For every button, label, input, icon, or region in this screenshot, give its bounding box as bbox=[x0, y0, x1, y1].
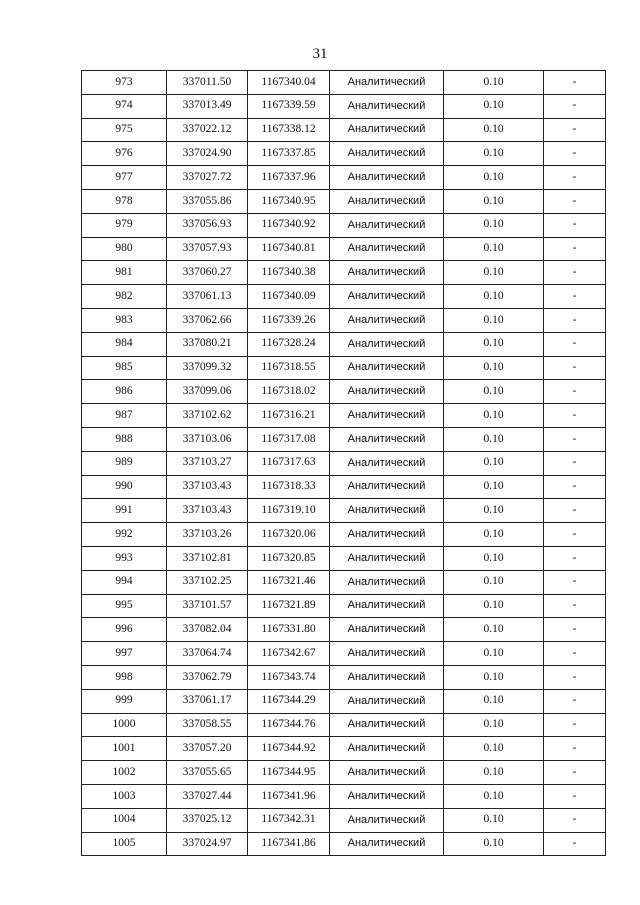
precision-cell: 0.10 bbox=[444, 118, 544, 142]
point-number-cell: 990 bbox=[82, 475, 167, 499]
y-coordinate-cell: 1167343.74 bbox=[248, 665, 330, 689]
x-coordinate-cell: 337062.66 bbox=[167, 308, 248, 332]
note-cell: - bbox=[544, 118, 606, 142]
note-cell: - bbox=[544, 832, 606, 856]
table-row bbox=[82, 285, 606, 309]
table-row bbox=[82, 642, 606, 666]
y-coordinate-cell: 1167340.95 bbox=[248, 189, 330, 213]
point-number-cell: 999 bbox=[82, 689, 167, 713]
note-cell: - bbox=[544, 356, 606, 380]
table-row bbox=[82, 166, 606, 190]
point-number-cell: 975 bbox=[82, 118, 167, 142]
table-row bbox=[82, 427, 606, 451]
precision-cell: 0.10 bbox=[444, 166, 544, 190]
method-cell: Аналитический bbox=[330, 356, 444, 380]
x-coordinate-cell: 337099.06 bbox=[167, 380, 248, 404]
note-cell: - bbox=[544, 332, 606, 356]
y-coordinate-cell: 1167318.33 bbox=[248, 475, 330, 499]
note-cell: - bbox=[544, 784, 606, 808]
table-row bbox=[82, 189, 606, 213]
method-cell: Аналитический bbox=[330, 213, 444, 237]
x-coordinate-cell: 337057.20 bbox=[167, 737, 248, 761]
method-cell: Аналитический bbox=[330, 142, 444, 166]
point-number-cell: 997 bbox=[82, 642, 167, 666]
table-row bbox=[82, 237, 606, 261]
note-cell: - bbox=[544, 475, 606, 499]
y-coordinate-cell: 1167321.89 bbox=[248, 594, 330, 618]
y-coordinate-cell: 1167337.96 bbox=[248, 166, 330, 190]
y-coordinate-cell: 1167317.08 bbox=[248, 427, 330, 451]
y-coordinate-cell: 1167344.76 bbox=[248, 713, 330, 737]
y-coordinate-cell: 1167331.80 bbox=[248, 618, 330, 642]
table-row bbox=[82, 713, 606, 737]
precision-cell: 0.10 bbox=[444, 404, 544, 428]
precision-cell: 0.10 bbox=[444, 737, 544, 761]
table-row bbox=[82, 308, 606, 332]
method-cell: Аналитический bbox=[330, 642, 444, 666]
note-cell: - bbox=[544, 237, 606, 261]
method-cell: Аналитический bbox=[330, 689, 444, 713]
x-coordinate-cell: 337025.12 bbox=[167, 808, 248, 832]
x-coordinate-cell: 337102.62 bbox=[167, 404, 248, 428]
note-cell: - bbox=[544, 213, 606, 237]
table-row bbox=[82, 332, 606, 356]
point-number-cell: 977 bbox=[82, 166, 167, 190]
table-row bbox=[82, 546, 606, 570]
x-coordinate-cell: 337024.97 bbox=[167, 832, 248, 856]
precision-cell: 0.10 bbox=[444, 570, 544, 594]
y-coordinate-cell: 1167317.63 bbox=[248, 451, 330, 475]
method-cell: Аналитический bbox=[330, 285, 444, 309]
x-coordinate-cell: 337103.43 bbox=[167, 475, 248, 499]
note-cell: - bbox=[544, 546, 606, 570]
table-row bbox=[82, 71, 606, 95]
point-number-cell: 1004 bbox=[82, 808, 167, 832]
point-number-cell: 988 bbox=[82, 427, 167, 451]
table-row bbox=[82, 570, 606, 594]
method-cell: Аналитический bbox=[330, 665, 444, 689]
x-coordinate-cell: 337103.06 bbox=[167, 427, 248, 451]
precision-cell: 0.10 bbox=[444, 285, 544, 309]
note-cell: - bbox=[544, 285, 606, 309]
method-cell: Аналитический bbox=[330, 713, 444, 737]
x-coordinate-cell: 337064.74 bbox=[167, 642, 248, 666]
table-row bbox=[82, 523, 606, 547]
method-cell: Аналитический bbox=[330, 332, 444, 356]
note-cell: - bbox=[544, 523, 606, 547]
x-coordinate-cell: 337055.86 bbox=[167, 189, 248, 213]
x-coordinate-cell: 337027.72 bbox=[167, 166, 248, 190]
point-number-cell: 984 bbox=[82, 332, 167, 356]
table-row bbox=[82, 94, 606, 118]
table-row bbox=[82, 737, 606, 761]
table-row bbox=[82, 761, 606, 785]
x-coordinate-cell: 337027.44 bbox=[167, 784, 248, 808]
point-number-cell: 981 bbox=[82, 261, 167, 285]
y-coordinate-cell: 1167337.85 bbox=[248, 142, 330, 166]
table-row bbox=[82, 142, 606, 166]
table-row bbox=[82, 356, 606, 380]
coordinates-table-body bbox=[82, 71, 606, 856]
method-cell: Аналитический bbox=[330, 784, 444, 808]
table-row bbox=[82, 784, 606, 808]
point-number-cell: 991 bbox=[82, 499, 167, 523]
point-number-cell: 1003 bbox=[82, 784, 167, 808]
method-cell: Аналитический bbox=[330, 118, 444, 142]
method-cell: Аналитический bbox=[330, 594, 444, 618]
precision-cell: 0.10 bbox=[444, 71, 544, 95]
precision-cell: 0.10 bbox=[444, 546, 544, 570]
note-cell: - bbox=[544, 380, 606, 404]
point-number-cell: 980 bbox=[82, 237, 167, 261]
method-cell: Аналитический bbox=[330, 94, 444, 118]
x-coordinate-cell: 337103.26 bbox=[167, 523, 248, 547]
point-number-cell: 998 bbox=[82, 665, 167, 689]
method-cell: Аналитический bbox=[330, 261, 444, 285]
precision-cell: 0.10 bbox=[444, 356, 544, 380]
x-coordinate-cell: 337011.50 bbox=[167, 71, 248, 95]
x-coordinate-cell: 337103.27 bbox=[167, 451, 248, 475]
table-row bbox=[82, 404, 606, 428]
note-cell: - bbox=[544, 689, 606, 713]
note-cell: - bbox=[544, 71, 606, 95]
page-number: 31 bbox=[312, 46, 328, 62]
method-cell: Аналитический bbox=[330, 737, 444, 761]
table-row bbox=[82, 689, 606, 713]
point-number-cell: 973 bbox=[82, 71, 167, 95]
y-coordinate-cell: 1167340.38 bbox=[248, 261, 330, 285]
point-number-cell: 989 bbox=[82, 451, 167, 475]
method-cell: Аналитический bbox=[330, 618, 444, 642]
point-number-cell: 983 bbox=[82, 308, 167, 332]
x-coordinate-cell: 337058.55 bbox=[167, 713, 248, 737]
y-coordinate-cell: 1167340.04 bbox=[248, 71, 330, 95]
y-coordinate-cell: 1167341.96 bbox=[248, 784, 330, 808]
x-coordinate-cell: 337080.21 bbox=[167, 332, 248, 356]
note-cell: - bbox=[544, 451, 606, 475]
point-number-cell: 976 bbox=[82, 142, 167, 166]
note-cell: - bbox=[544, 761, 606, 785]
x-coordinate-cell: 337024.90 bbox=[167, 142, 248, 166]
note-cell: - bbox=[544, 737, 606, 761]
method-cell: Аналитический bbox=[330, 761, 444, 785]
precision-cell: 0.10 bbox=[444, 189, 544, 213]
table-row bbox=[82, 499, 606, 523]
point-number-cell: 994 bbox=[82, 570, 167, 594]
y-coordinate-cell: 1167340.92 bbox=[248, 213, 330, 237]
y-coordinate-cell: 1167318.02 bbox=[248, 380, 330, 404]
method-cell: Аналитический bbox=[330, 237, 444, 261]
precision-cell: 0.10 bbox=[444, 642, 544, 666]
x-coordinate-cell: 337061.17 bbox=[167, 689, 248, 713]
coordinates-table bbox=[81, 70, 606, 856]
precision-cell: 0.10 bbox=[444, 237, 544, 261]
note-cell: - bbox=[544, 166, 606, 190]
x-coordinate-cell: 337013.49 bbox=[167, 94, 248, 118]
table-row bbox=[82, 261, 606, 285]
y-coordinate-cell: 1167321.46 bbox=[248, 570, 330, 594]
method-cell: Аналитический bbox=[330, 832, 444, 856]
precision-cell: 0.10 bbox=[444, 142, 544, 166]
note-cell: - bbox=[544, 499, 606, 523]
method-cell: Аналитический bbox=[330, 546, 444, 570]
table-row bbox=[82, 618, 606, 642]
x-coordinate-cell: 337103.43 bbox=[167, 499, 248, 523]
x-coordinate-cell: 337101.57 bbox=[167, 594, 248, 618]
precision-cell: 0.10 bbox=[444, 618, 544, 642]
note-cell: - bbox=[544, 142, 606, 166]
note-cell: - bbox=[544, 94, 606, 118]
precision-cell: 0.10 bbox=[444, 523, 544, 547]
table-row bbox=[82, 594, 606, 618]
y-coordinate-cell: 1167328.24 bbox=[248, 332, 330, 356]
precision-cell: 0.10 bbox=[444, 594, 544, 618]
point-number-cell: 1005 bbox=[82, 832, 167, 856]
method-cell: Аналитический bbox=[330, 427, 444, 451]
precision-cell: 0.10 bbox=[444, 213, 544, 237]
y-coordinate-cell: 1167340.81 bbox=[248, 237, 330, 261]
point-number-cell: 1001 bbox=[82, 737, 167, 761]
note-cell: - bbox=[544, 189, 606, 213]
point-number-cell: 982 bbox=[82, 285, 167, 309]
precision-cell: 0.10 bbox=[444, 808, 544, 832]
x-coordinate-cell: 337102.81 bbox=[167, 546, 248, 570]
note-cell: - bbox=[544, 308, 606, 332]
y-coordinate-cell: 1167319.10 bbox=[248, 499, 330, 523]
y-coordinate-cell: 1167339.59 bbox=[248, 94, 330, 118]
x-coordinate-cell: 337060.27 bbox=[167, 261, 248, 285]
precision-cell: 0.10 bbox=[444, 689, 544, 713]
y-coordinate-cell: 1167340.09 bbox=[248, 285, 330, 309]
x-coordinate-cell: 337062.79 bbox=[167, 665, 248, 689]
method-cell: Аналитический bbox=[330, 404, 444, 428]
method-cell: Аналитический bbox=[330, 166, 444, 190]
point-number-cell: 978 bbox=[82, 189, 167, 213]
precision-cell: 0.10 bbox=[444, 261, 544, 285]
table-row bbox=[82, 475, 606, 499]
point-number-cell: 995 bbox=[82, 594, 167, 618]
method-cell: Аналитический bbox=[330, 808, 444, 832]
method-cell: Аналитический bbox=[330, 380, 444, 404]
y-coordinate-cell: 1167344.95 bbox=[248, 761, 330, 785]
x-coordinate-cell: 337057.93 bbox=[167, 237, 248, 261]
table-row bbox=[82, 832, 606, 856]
point-number-cell: 979 bbox=[82, 213, 167, 237]
note-cell: - bbox=[544, 261, 606, 285]
precision-cell: 0.10 bbox=[444, 308, 544, 332]
y-coordinate-cell: 1167338.12 bbox=[248, 118, 330, 142]
method-cell: Аналитический bbox=[330, 308, 444, 332]
y-coordinate-cell: 1167342.31 bbox=[248, 808, 330, 832]
y-coordinate-cell: 1167341.86 bbox=[248, 832, 330, 856]
precision-cell: 0.10 bbox=[444, 665, 544, 689]
table-row bbox=[82, 380, 606, 404]
y-coordinate-cell: 1167316.21 bbox=[248, 404, 330, 428]
precision-cell: 0.10 bbox=[444, 784, 544, 808]
point-number-cell: 993 bbox=[82, 546, 167, 570]
y-coordinate-cell: 1167320.85 bbox=[248, 546, 330, 570]
point-number-cell: 987 bbox=[82, 404, 167, 428]
point-number-cell: 986 bbox=[82, 380, 167, 404]
table-row bbox=[82, 451, 606, 475]
y-coordinate-cell: 1167342.67 bbox=[248, 642, 330, 666]
method-cell: Аналитический bbox=[330, 523, 444, 547]
y-coordinate-cell: 1167318.55 bbox=[248, 356, 330, 380]
note-cell: - bbox=[544, 570, 606, 594]
x-coordinate-cell: 337022.12 bbox=[167, 118, 248, 142]
precision-cell: 0.10 bbox=[444, 761, 544, 785]
table-row bbox=[82, 213, 606, 237]
precision-cell: 0.10 bbox=[444, 713, 544, 737]
method-cell: Аналитический bbox=[330, 71, 444, 95]
note-cell: - bbox=[544, 618, 606, 642]
x-coordinate-cell: 337099.32 bbox=[167, 356, 248, 380]
precision-cell: 0.10 bbox=[444, 380, 544, 404]
y-coordinate-cell: 1167339.26 bbox=[248, 308, 330, 332]
precision-cell: 0.10 bbox=[444, 427, 544, 451]
precision-cell: 0.10 bbox=[444, 332, 544, 356]
method-cell: Аналитический bbox=[330, 499, 444, 523]
note-cell: - bbox=[544, 665, 606, 689]
point-number-cell: 996 bbox=[82, 618, 167, 642]
x-coordinate-cell: 337055.65 bbox=[167, 761, 248, 785]
x-coordinate-cell: 337102.25 bbox=[167, 570, 248, 594]
method-cell: Аналитический bbox=[330, 189, 444, 213]
method-cell: Аналитический bbox=[330, 451, 444, 475]
y-coordinate-cell: 1167344.29 bbox=[248, 689, 330, 713]
note-cell: - bbox=[544, 713, 606, 737]
x-coordinate-cell: 337082.04 bbox=[167, 618, 248, 642]
x-coordinate-cell: 337056.93 bbox=[167, 213, 248, 237]
point-number-cell: 974 bbox=[82, 94, 167, 118]
precision-cell: 0.10 bbox=[444, 475, 544, 499]
point-number-cell: 1000 bbox=[82, 713, 167, 737]
y-coordinate-cell: 1167344.92 bbox=[248, 737, 330, 761]
method-cell: Аналитический bbox=[330, 570, 444, 594]
note-cell: - bbox=[544, 642, 606, 666]
table-row bbox=[82, 808, 606, 832]
note-cell: - bbox=[544, 808, 606, 832]
table-row bbox=[82, 118, 606, 142]
precision-cell: 0.10 bbox=[444, 832, 544, 856]
y-coordinate-cell: 1167320.06 bbox=[248, 523, 330, 547]
method-cell: Аналитический bbox=[330, 475, 444, 499]
point-number-cell: 992 bbox=[82, 523, 167, 547]
note-cell: - bbox=[544, 594, 606, 618]
note-cell: - bbox=[544, 404, 606, 428]
note-cell: - bbox=[544, 427, 606, 451]
point-number-cell: 1002 bbox=[82, 761, 167, 785]
table-row bbox=[82, 665, 606, 689]
point-number-cell: 985 bbox=[82, 356, 167, 380]
x-coordinate-cell: 337061.13 bbox=[167, 285, 248, 309]
precision-cell: 0.10 bbox=[444, 451, 544, 475]
precision-cell: 0.10 bbox=[444, 94, 544, 118]
precision-cell: 0.10 bbox=[444, 499, 544, 523]
